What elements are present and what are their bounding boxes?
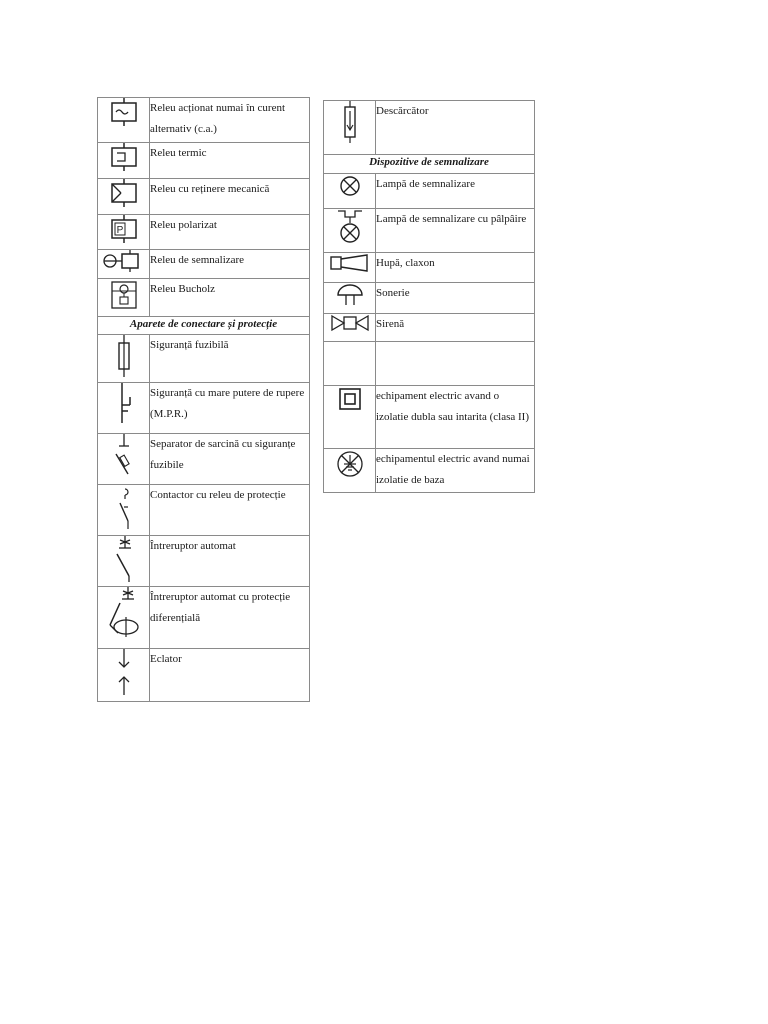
table-row xyxy=(324,283,535,314)
eclator-icon xyxy=(98,649,150,702)
row-label: Siguranță cu mare putere de rupere (M.P.R.) xyxy=(150,383,310,434)
row-label: Descărcător xyxy=(376,101,535,155)
table-row xyxy=(324,449,535,493)
siguranta-mpr-icon xyxy=(98,383,150,434)
intreruptor-automat-icon xyxy=(98,536,150,587)
releu-bucholz-icon xyxy=(98,279,150,317)
table-row xyxy=(98,279,310,317)
row-label xyxy=(376,342,535,386)
row-label: echipament electric avand o izolatie dubla sau intarita (clasa II) xyxy=(376,386,535,449)
row-label: Releu cu reținere mecanică xyxy=(150,179,310,215)
row-label: Sonerie xyxy=(376,283,535,314)
releu-retinere-mecanica-icon xyxy=(98,179,150,215)
table-row xyxy=(324,386,535,449)
siguranta-fuzibila-icon xyxy=(98,335,150,383)
table-row xyxy=(98,98,310,143)
table-row xyxy=(324,209,535,253)
row-label: Releu Bucholz xyxy=(150,279,310,317)
contactor-releu-icon xyxy=(98,485,150,536)
table-row xyxy=(98,250,310,279)
row-label: Siguranță fuzibilă xyxy=(150,335,310,383)
sonerie-icon xyxy=(324,283,376,314)
table-row xyxy=(98,179,310,215)
row-label: Lampă de semnalizare xyxy=(376,174,535,209)
table-row xyxy=(98,485,310,536)
row-label: Eclator xyxy=(150,649,310,702)
releu-semnalizare-icon xyxy=(98,250,150,279)
lampa-palpaire-icon xyxy=(324,209,376,253)
symbols-table-right xyxy=(323,100,535,493)
releu-termic-icon xyxy=(98,143,150,179)
empty-icon-cell xyxy=(324,342,376,386)
row-label: Contactor cu releu de protecție xyxy=(150,485,310,536)
row-label: Releu polarizat xyxy=(150,215,310,250)
section-header-row xyxy=(324,155,535,174)
table-row xyxy=(98,649,310,702)
izolatie-baza-icon xyxy=(324,449,376,493)
hupa-claxon-icon xyxy=(324,253,376,283)
releu-polarizat-icon xyxy=(98,215,150,250)
descarcator-icon xyxy=(324,101,376,155)
table-row xyxy=(98,215,310,250)
row-label: Întreruptor automat cu protecție diferențială xyxy=(150,587,310,649)
sirena-icon xyxy=(324,314,376,342)
lampa-semnalizare-icon xyxy=(324,174,376,209)
row-label: Sirenă xyxy=(376,314,535,342)
table-row xyxy=(324,174,535,209)
table-row xyxy=(98,587,310,649)
row-label: Releu acționat numai în curent alternativ (c.a.) xyxy=(150,98,310,143)
intreruptor-diferential-icon xyxy=(98,587,150,649)
row-label: Hupă, claxon xyxy=(376,253,535,283)
row-label: Separator de sarcină cu siguranțe fuzibile xyxy=(150,434,310,485)
table-row xyxy=(324,253,535,283)
section-title: Dispozitive de semnalizare xyxy=(324,155,535,174)
table-row xyxy=(98,434,310,485)
section-header-row xyxy=(98,317,310,335)
table-row-empty xyxy=(324,342,535,386)
svg-text:P: P xyxy=(116,225,123,236)
row-label: Releu de semnalizare xyxy=(150,250,310,279)
table-row xyxy=(324,314,535,342)
table-row xyxy=(98,536,310,587)
row-label: Întreruptor automat xyxy=(150,536,310,587)
row-label: Releu termic xyxy=(150,143,310,179)
table-row xyxy=(98,383,310,434)
separator-sarcina-icon xyxy=(98,434,150,485)
table-row xyxy=(324,101,535,155)
releu-ca-icon xyxy=(98,98,150,143)
izolatie-dubla-icon xyxy=(324,386,376,449)
section-title: Aparete de conectare și protecție xyxy=(98,317,310,335)
row-label: Lampă de semnalizare cu pâlpâire xyxy=(376,209,535,253)
table-row xyxy=(98,335,310,383)
symbols-table-left xyxy=(97,97,310,702)
table-row xyxy=(98,143,310,179)
row-label: echipamentul electric avand numai izolatie de baza xyxy=(376,449,535,493)
